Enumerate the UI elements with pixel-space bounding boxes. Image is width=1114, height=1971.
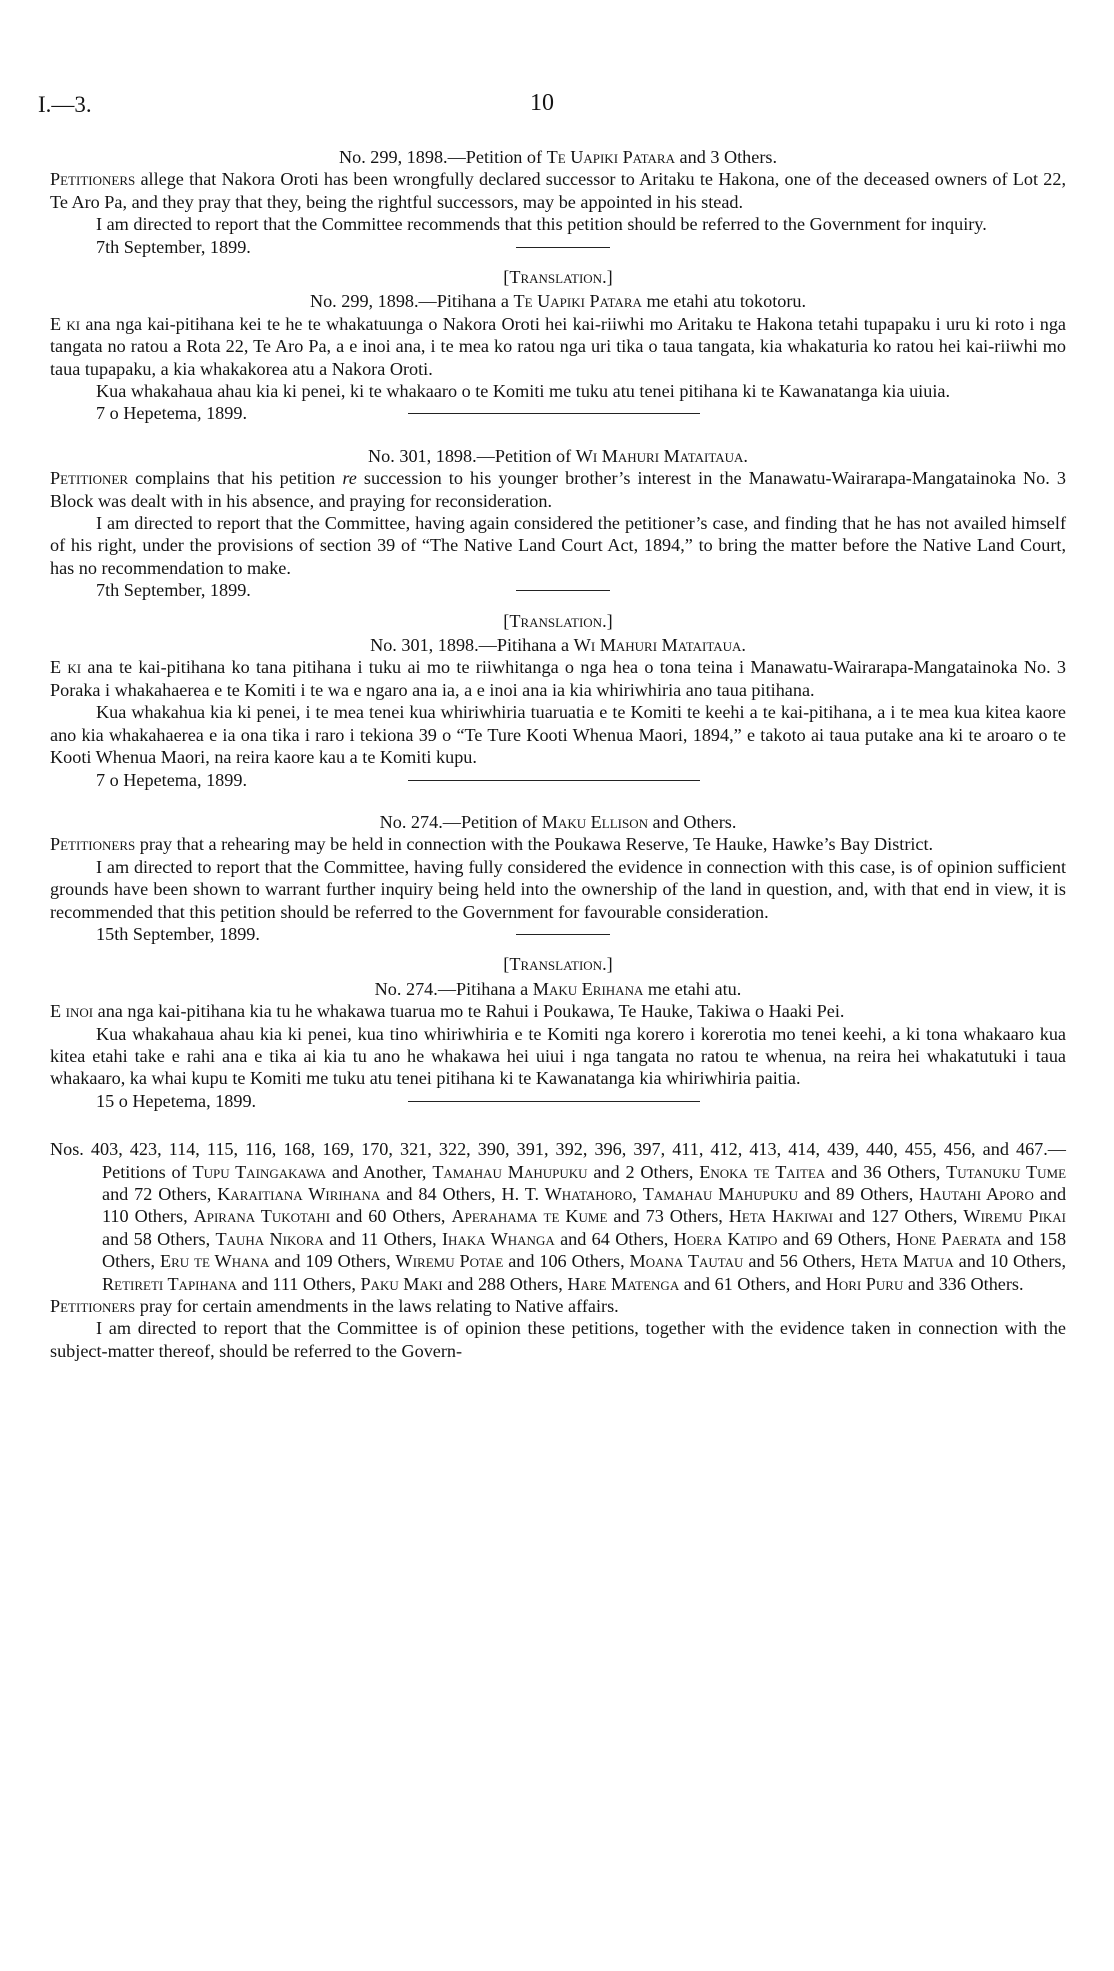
spacer bbox=[50, 791, 1066, 811]
petitioner-name: Apirana Tukotahi bbox=[193, 1206, 331, 1227]
petitioner-count: and 60 Others, bbox=[330, 1206, 452, 1227]
petitioner-name: Hone Paerata bbox=[896, 1228, 1002, 1249]
petitioner-name: Wiremu Potae bbox=[395, 1251, 504, 1272]
lead-word: E inoi bbox=[50, 1001, 94, 1022]
petition-301-translation-summary bbox=[50, 656, 1066, 701]
petition-301-translation-heading bbox=[50, 634, 1066, 656]
report-date: 7 o Hepetema, 1899. bbox=[96, 403, 248, 424]
petitioner-name: Tutanuku Tume bbox=[946, 1161, 1067, 1182]
petition-299-translation-report: Kua whakahaua ahau kia ki penei, ki te whakaaro o te Komiti me tuku atu tenei pitihana ki te Kawanatanga kia uiuia. bbox=[96, 381, 951, 402]
petitioner-count: and 288 Others, bbox=[442, 1273, 568, 1294]
petitioner-count: and Another, bbox=[326, 1161, 433, 1182]
petition-301-summary bbox=[50, 467, 1066, 512]
petitioner-name: Tamahau Mahupuku bbox=[642, 1183, 799, 1204]
paragraph-text: ana nga kai-pitihana kei te he te whakatuunga o Nakora Oroti hei kai-riiwhi mo Aritaku te Hakona tetahi tupapaku i uru ki roto i nga tangata no ratou a Rota 22, Te Aro Pa, a e inoi ana, i te mea ko ratou nga uri tika o taua tangata, kia whakaturia ko ratou hei kai-riiwhi mo taua tupapaku, a kia whakakorea atu a Nakora Oroti. bbox=[50, 313, 1067, 379]
heading-text: No. 301, 1898.—Petition of bbox=[368, 445, 576, 466]
translation-label: [Translation.] bbox=[503, 610, 613, 631]
petitioner-count: and 61 Others, and bbox=[679, 1273, 826, 1294]
petition-274-translation-heading bbox=[50, 978, 1066, 1000]
spacer bbox=[50, 425, 1066, 445]
petitioner-count: and 11 Others, bbox=[323, 1228, 442, 1249]
heading-text: and 3 Others. bbox=[674, 147, 778, 167]
petition-274-report: I am directed to report that the Committee, having fully considered the evidence in connection with this case, is of opinion sufficient grounds have been shown to warrant further inquiry being held into the ownership of the land in question, and, with that end in view, it is recommended that this petition should be referred to the Government for favourable consideration. bbox=[50, 856, 1066, 922]
heading-text: No. 274.—Pitihana a bbox=[374, 978, 533, 999]
petitioner-count: and 73 Others, bbox=[607, 1206, 729, 1227]
petition-numbers: Nos. 403, 423, 114, 115, 116, 168, 169, 170, 321, 322, 390, 391, 392, 396, 397, 411, 412, 413, 414, 439, 440, 455, 456, and 467.—Petitions of bbox=[50, 1139, 1066, 1182]
section-divider bbox=[408, 1101, 700, 1102]
lead-word: Petitioners bbox=[50, 1296, 136, 1316]
petitioner-name: Maku Erihana bbox=[532, 978, 644, 999]
petitioner-count: and 58 Others, bbox=[102, 1228, 216, 1249]
petitioner-name: Hare Matenga bbox=[567, 1273, 680, 1294]
petitioner-name: Maku Ellison bbox=[541, 811, 648, 832]
petitions-multi-heading bbox=[50, 1138, 1066, 1295]
petitioner-name: Heta Matua bbox=[860, 1251, 954, 1272]
petitioner-name: Hoera Katipo bbox=[673, 1228, 778, 1249]
petitioner-count: and 64 Others, bbox=[554, 1228, 674, 1249]
petitions-multi-section bbox=[50, 1138, 1066, 1362]
petition-301-translation-date-line bbox=[50, 769, 1066, 791]
petitioner-name: Eru te Whana bbox=[159, 1251, 270, 1272]
petition-274-date-line bbox=[50, 923, 1066, 945]
petition-301-report: I am directed to report that the Committee, having again considered the petitioner’s case, and finding that he has not availed himself of his right, under the provisions of section 39 of “The Native Land Court Act, 1894,” to bring the matter before the Native Land Court, has no recommendation to make. bbox=[50, 513, 1066, 578]
petition-299-translation-summary bbox=[50, 313, 1066, 380]
heading-text: me etahi atu tokotoru. bbox=[641, 291, 807, 312]
paragraph-text: ana te kai-pitihana ko tana pitihana i tuku ai mo te riiwhitanga o nga hea o tona teina i Manawatu-Wairarapa-Mangatainoka No. 3 Poraka i whakahaerea e te Komiti i te wa e ngaro ana ia, a e inoi ana ia kia whiriwhiria ano taua pitihana. bbox=[50, 657, 1067, 700]
petitioner-count: and 336 Others. bbox=[903, 1273, 1024, 1294]
petition-301-heading bbox=[50, 445, 1066, 467]
petitioner-names-list bbox=[102, 1162, 1066, 1294]
report-date: 15th September, 1899. bbox=[96, 923, 260, 944]
petition-299-report: I am directed to report that the Committee recommends that this petition should be referred to the Government for inquiry. bbox=[96, 214, 987, 235]
petitioner-name: Paku Maki bbox=[360, 1273, 443, 1294]
petitioner-name: Ihaka Whanga bbox=[442, 1228, 555, 1249]
lead-word: E ki bbox=[50, 657, 82, 678]
italic-term: re bbox=[342, 468, 357, 489]
lead-word: E ki bbox=[50, 313, 81, 334]
lead-word: Petitioner bbox=[50, 468, 128, 489]
petitioner-name: Tauha Nikora bbox=[215, 1228, 324, 1249]
petitioner-name: Wiremu Pikai bbox=[963, 1206, 1067, 1227]
heading-text: No. 301, 1898.—Pitihana a bbox=[370, 635, 574, 656]
heading-text: . bbox=[741, 635, 746, 656]
heading-text: me etahi atu. bbox=[643, 978, 742, 999]
petitioner-name: Retireti Tapihana bbox=[102, 1273, 238, 1294]
petition-299-translation-heading bbox=[50, 290, 1066, 312]
petition-301-date-line bbox=[50, 579, 1066, 601]
petitioner-count: and 10 Others, bbox=[953, 1251, 1067, 1272]
report-date: 7th September, 1899. bbox=[96, 580, 251, 601]
short-rule bbox=[516, 247, 610, 248]
petitioner-count: and 84 Others, bbox=[380, 1183, 502, 1204]
page-content bbox=[50, 146, 1066, 1362]
petition-299-heading bbox=[50, 146, 1066, 168]
paragraph-text: pray for certain amendments in the laws relating to Native affairs. bbox=[135, 1296, 619, 1316]
heading-text: . bbox=[743, 445, 748, 466]
petitioner-name: Enoka te Taitea bbox=[699, 1161, 826, 1182]
paragraph-text: allege that Nakora Oroti has been wrongfully declared successor to Aritaku te Hakona, one of the deceased owners of Lot 22, Te Aro Pa, and they pray that they, being the rightful successors, may be appointed in his stead. bbox=[50, 169, 1066, 212]
paragraph-text: pray that a rehearing may be held in connection with the Poukawa Reserve, Te Hauke, Hawke’s Bay District. bbox=[135, 834, 934, 855]
petitioner-count: and 2 Others, bbox=[587, 1161, 700, 1182]
paragraph-text: complains that his petition bbox=[127, 468, 343, 489]
report-date: 7th September, 1899. bbox=[96, 236, 251, 257]
petition-301-translation-report: Kua whakahua kia ki penei, i te mea tenei kua whiriwhiria tuaruatia e te Komiti te keehi a te kai-pitihana, a i te mea kua kitea kaore ano kia whakahaerea e ia ona tika i raro i tekiona 39 o “Te Ture Kooti Whenua Maori, 1894,” e takoto ai taua putake ana ki te aroaro o te Kooti Whenua Maori, na reira kaore kau a te Komiti kupu. bbox=[50, 702, 1066, 768]
section-divider bbox=[408, 780, 700, 781]
paragraph-text: succession to his younger brother’s interest in the Manawatu-Wairarapa-Mangatainoka No. 3 Block was dealt with in his absence, and praying for reconsideration. bbox=[50, 468, 1066, 511]
petitioner-name: Wi Mahuri Mataitaua bbox=[575, 445, 744, 466]
petitioner-count: and 36 Others, bbox=[825, 1161, 947, 1182]
petitioner-name: Heta Hakiwai bbox=[728, 1206, 833, 1227]
petitioner-name: Moana Tautau bbox=[629, 1251, 744, 1272]
paragraph-text: ana nga kai-pitihana kia tu he whakawa tuarua mo te Rahui i Poukawa, Te Hauke, Takiwa o Haaki Pei. bbox=[93, 1001, 845, 1022]
petitioner-name: Te Uapiki Patara bbox=[513, 291, 642, 312]
petitioner-count: and 72 Others, bbox=[102, 1183, 218, 1204]
petitions-multi-summary bbox=[50, 1295, 1066, 1317]
short-rule bbox=[516, 934, 610, 935]
petitioner-count: and 109 Others, bbox=[269, 1251, 396, 1272]
petition-274-translation-report: Kua whakahaua ahau kia ki penei, kua tino whiriwhiria e te Komiti nga korero i korerotia mo tenei keehi, a ki tona whakaaro kua kitea etahi take e rahi ana e tika ai kia tu ano he whakawa hei uiui i nga tangata no ratou te whenua, na reira hei whakatutuki i taua whakaaro, ka whai kupu te Komiti me tuku atu tenei pitihana ki te Kawanatanga kia whiriwhiria paitia. bbox=[50, 1023, 1066, 1089]
heading-text: No. 299, 1898.—Petition of bbox=[338, 147, 547, 167]
page-number: 10 bbox=[530, 90, 554, 116]
petitioner-count: and 56 Others, bbox=[743, 1251, 861, 1272]
petition-299-section bbox=[50, 146, 1066, 425]
petition-274-summary bbox=[50, 833, 1066, 855]
lead-word: Petitioners bbox=[50, 169, 136, 190]
short-rule bbox=[516, 590, 610, 591]
petition-299-translation-date-line bbox=[50, 402, 1066, 424]
petitioner-count: and 110 Others, bbox=[102, 1183, 1067, 1227]
petition-274-translation-date-line bbox=[50, 1090, 1066, 1112]
heading-text: and Others. bbox=[648, 811, 737, 832]
petitions-multi-report: I am directed to report that the Committee is of opinion these petitions, together with the evidence taken in connection with the subject-matter thereof, should be referred to the Govern- bbox=[50, 1318, 1066, 1361]
petitioner-count: and 111 Others, bbox=[237, 1273, 361, 1294]
petitioner-name: Wi Mahuri Mataitaua bbox=[573, 635, 742, 656]
petitioner-name: Hautahi Aporo bbox=[919, 1183, 1034, 1204]
spacer bbox=[50, 1112, 1066, 1138]
document-reference: I.—3. bbox=[38, 92, 92, 117]
report-date: 15 o Hepetema, 1899. bbox=[96, 1090, 257, 1111]
petition-274-section bbox=[50, 811, 1066, 1112]
petitioner-name: Tupu Taingakawa bbox=[192, 1161, 327, 1182]
heading-text: No. 299, 1898.—Pitihana a bbox=[309, 291, 514, 312]
petitioner-name: Hori Puru bbox=[825, 1273, 904, 1294]
petitioner-count: and 158 Others, bbox=[102, 1228, 1067, 1272]
section-divider bbox=[408, 413, 700, 414]
petitioner-count: and 69 Others, bbox=[777, 1228, 897, 1249]
petitioner-count: , bbox=[632, 1183, 643, 1204]
petitioner-name: Aperahama te Kume bbox=[451, 1206, 608, 1227]
petitioner-count: and 127 Others, bbox=[832, 1206, 964, 1227]
petitioner-count: and 106 Others, bbox=[503, 1251, 630, 1272]
petitioner-name: H. T. Whatahoro bbox=[501, 1183, 633, 1204]
petitioner-name: Te Uapiki Patara bbox=[546, 147, 675, 167]
petitioner-count: and 89 Others, bbox=[798, 1183, 920, 1204]
petitioner-name: Tamahau Mahupuku bbox=[432, 1161, 588, 1182]
report-date: 7 o Hepetema, 1899. bbox=[96, 769, 248, 790]
petition-274-translation-summary bbox=[50, 1000, 1066, 1022]
petition-299-date-line bbox=[50, 236, 1066, 258]
petition-299-summary bbox=[50, 168, 1066, 213]
lead-word: Petitioners bbox=[50, 834, 136, 855]
petition-274-heading bbox=[50, 811, 1066, 833]
translation-label: [Translation.] bbox=[503, 954, 613, 975]
petitioner-name: Karaitiana Wirihana bbox=[217, 1183, 381, 1204]
petition-301-section bbox=[50, 445, 1066, 791]
translation-label: [Translation.] bbox=[503, 267, 613, 288]
heading-text: No. 274.—Petition of bbox=[379, 811, 542, 832]
